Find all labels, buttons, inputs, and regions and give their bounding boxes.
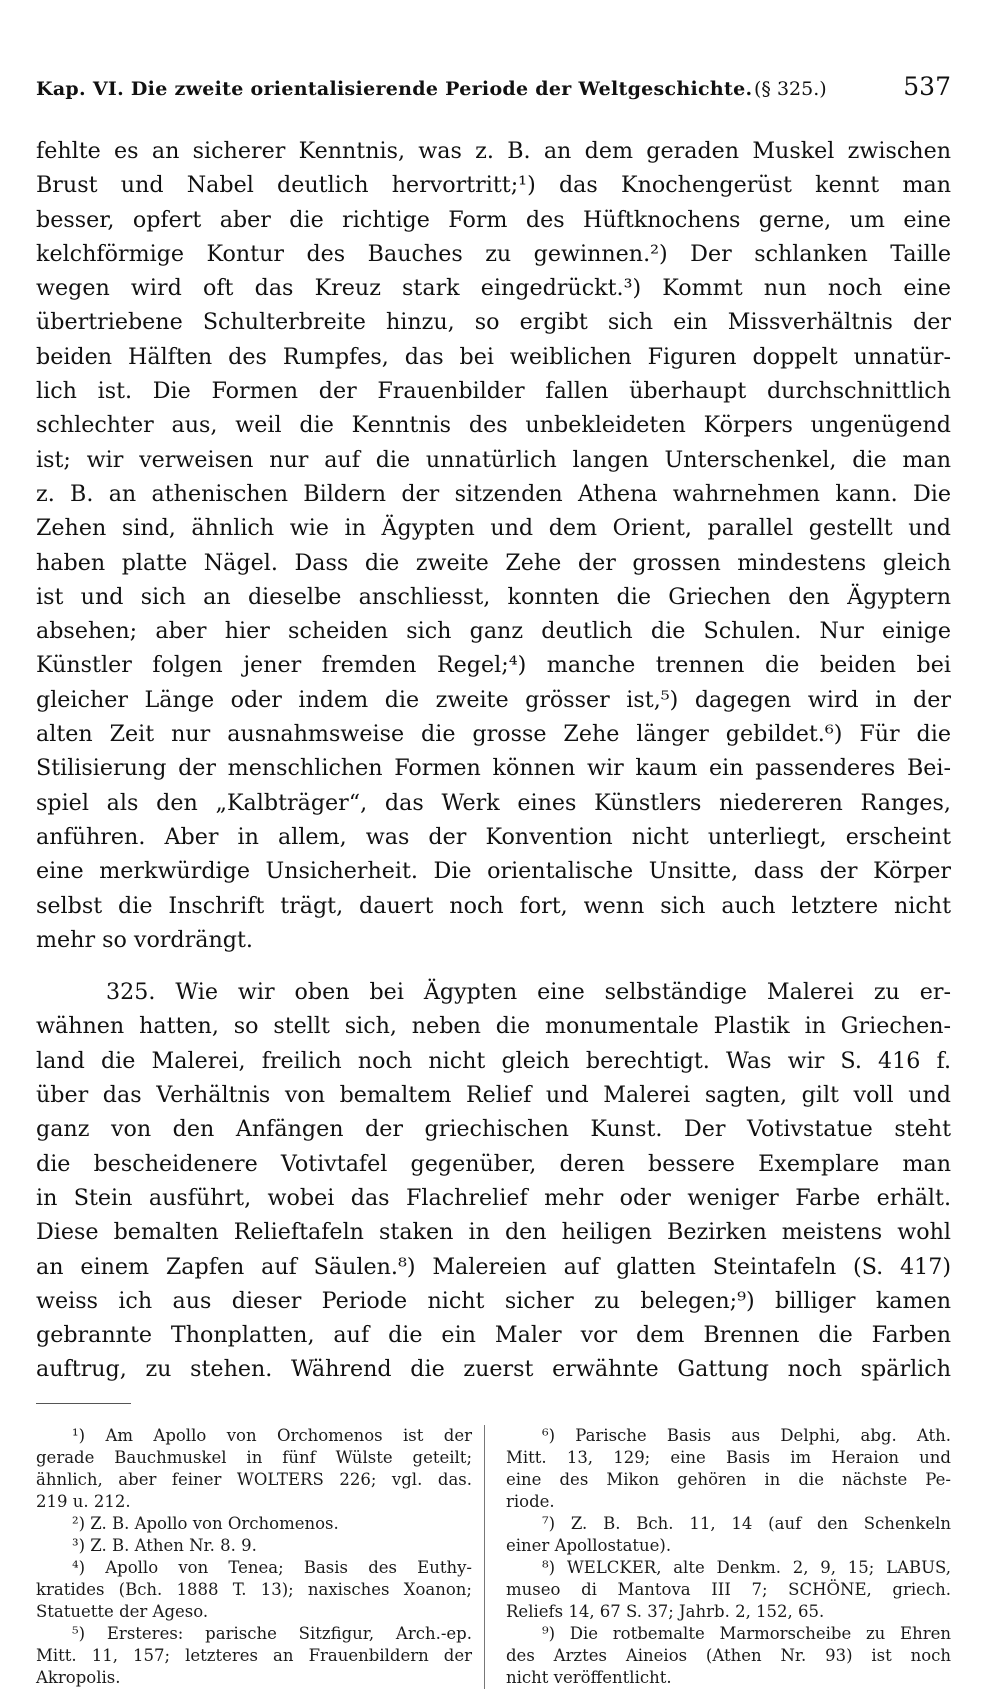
section-line: gebrannte Thonplatten, auf die ein Maler vor dem Brennen die Farben: [36, 1322, 951, 1349]
footnote-line: ⁶) Parische Basis aus Delphi, abg. Ath.: [542, 1426, 951, 1445]
section-line: 325. Wie wir oben bei Ägypten eine selbständige Malerei zu er-: [106, 979, 951, 1006]
text-line: mehr so vordrängt.: [36, 926, 253, 953]
section-line: land die Malerei, freilich noch nicht gleich berechtigt. Was wir S. 416 f.: [36, 1047, 951, 1074]
paragraph-gap: [36, 957, 951, 975]
footnote-line: ¹) Am Apollo von Orchomenos ist der: [72, 1426, 472, 1445]
text-line: Stilisierung der menschlichen Formen können wir kaum ein passenderes Bei-: [36, 755, 951, 782]
column-divider: [484, 1425, 485, 1689]
footnote-line: gerade Bauchmuskel in fünf Wülste geteilt;: [36, 1448, 472, 1467]
section-line: an einem Zapfen auf Säulen.⁸) Malereien auf glatten Steintafeln (S. 417): [36, 1253, 951, 1280]
running-header: [36, 72, 951, 112]
section-reference: (§ 325.): [754, 78, 827, 100]
footnote-line: riode.: [506, 1492, 555, 1511]
footnote-line: 219 u. 212.: [36, 1492, 131, 1511]
text-line: haben platte Nägel. Dass die zweite Zehe der grossen mindestens gleich: [36, 549, 951, 576]
text-line: Zehen sind, ähnlich wie in Ägypten und dem Orient, parallel gestellt und: [36, 515, 951, 542]
main-text: [36, 134, 951, 1387]
text-line: eine merkwürdige Unsicherheit. Die orientalische Unsitte, dass der Körper: [36, 858, 951, 885]
section-line: wähnen hatten, so stellt sich, neben die monumentale Plastik in Griechen-: [36, 1013, 951, 1040]
text-line: absehen; aber hier scheiden sich ganz deutlich die Schulen. Nur einige: [36, 618, 951, 645]
text-line: besser, opfert aber die richtige Form des Hüftknochens gerne, um eine: [36, 206, 951, 233]
text-line: kelchförmige Kontur des Bauches zu gewinnen.²) Der schlanken Taille: [36, 240, 951, 267]
text-line: anführen. Aber in allem, was der Konvention nicht unterliegt, erscheint: [36, 823, 951, 850]
footnote-line: ähnlich, aber feiner WOLTERS 226; vgl. das.: [36, 1470, 472, 1489]
footnote-line: ⁹) Die rotbemalte Marmorscheibe zu Ehren: [542, 1624, 951, 1643]
footnote-line: ³) Z. B. Athen Nr. 8. 9.: [72, 1536, 257, 1555]
text-line: Brust und Nabel deutlich hervortritt;¹) das Knochengerüst kennt man: [36, 172, 951, 199]
footnotes-left-column: [36, 1425, 472, 1689]
chapter-title: Kap. VI. Die zweite orientalisierende Periode der Weltgeschichte.: [36, 78, 753, 100]
footnote-line: ⁷) Z. B. Bch. 11, 14 (auf den Schenkeln: [542, 1514, 951, 1533]
text-line: schlechter aus, weil die Kenntnis des unbekleideten Körpers ungenügend: [36, 412, 951, 439]
text-line: übertriebene Schulterbreite hinzu, so ergibt sich ein Missverhältnis der: [36, 309, 951, 336]
text-line: Künstler folgen jener fremden Regel;⁴) manche trennen die beiden bei: [36, 652, 951, 679]
text-line: z. B. an athenischen Bildern der sitzenden Athena wahrnehmen kann. Die: [36, 480, 951, 507]
section-line: Diese bemalten Relieftafeln staken in den heiligen Bezirken meistens wohl: [36, 1219, 951, 1246]
footnote-line: ²) Z. B. Apollo von Orchomenos.: [72, 1514, 339, 1533]
footnote-line: Reliefs 14, 67 S. 37; Jahrb. 2, 152, 65.: [506, 1602, 825, 1621]
text-line: alten Zeit nur ausnahmsweise die grosse Zehe länger gebildet.⁶) Für die: [36, 721, 951, 748]
section-line: über das Verhältnis von bemaltem Relief und Malerei sagten, gilt voll und: [36, 1082, 951, 1109]
section-line: auftrug, zu stehen. Während die zuerst erwähnte Gattung noch spärlich: [36, 1356, 951, 1383]
footnote-line: Mitt. 11, 157; letzteres an Frauenbildern der: [36, 1646, 472, 1665]
footnote-line: eine des Mikon gehören in die nächste Pe-: [506, 1470, 951, 1489]
text-line: beiden Hälften des Rumpfes, das bei weiblichen Figuren doppelt unnatür-: [36, 343, 951, 370]
footnote-line: einer Apollostatue).: [506, 1536, 672, 1555]
text-line: gleicher Länge oder indem die zweite grösser ist,⁵) dagegen wird in der: [36, 686, 951, 713]
text-line: wegen wird oft das Kreuz stark eingedrückt.³) Kommt nun noch eine: [36, 275, 951, 302]
page-number: 537: [903, 72, 951, 101]
section-line: ganz von den Anfängen der griechischen Kunst. Der Votivstatue steht: [36, 1116, 951, 1143]
text-line: ist und sich an dieselbe anschliesst, konnten die Griechen den Ägyptern: [36, 583, 951, 610]
text-line: spiel als den „Kalbträger“, das Werk eines Künstlers niedereren Ranges,: [36, 789, 951, 816]
footnotes-right-column: [506, 1425, 951, 1689]
section-line: in Stein ausführt, wobei das Flachrelief mehr oder weniger Farbe erhält.: [36, 1184, 951, 1211]
footnote-line: des Arztes Aineios (Athen Nr. 93) ist noch: [506, 1646, 951, 1665]
footnote-line: museo di Mantova III 7; SCHÖNE, griech.: [506, 1580, 951, 1599]
footnote-line: ⁴) Apollo von Tenea; Basis des Euthy-: [72, 1558, 472, 1577]
text-line: selbst die Inschrift trägt, dauert noch fort, wenn sich auch letztere nicht: [36, 892, 951, 919]
footnote-line: Akropolis.: [36, 1668, 121, 1687]
section-line: weiss ich aus dieser Periode nicht sicher zu belegen;⁹) billiger kamen: [36, 1287, 951, 1314]
footnote-line: nicht veröffentlicht.: [506, 1668, 672, 1687]
footnote-line: ⁸) WELCKER, alte Denkm. 2, 9, 15; LABUS,: [542, 1558, 951, 1577]
text-line: lich ist. Die Formen der Frauenbilder fallen überhaupt durchschnittlich: [36, 378, 951, 405]
footnote-line: Mitt. 13, 129; eine Basis im Heraion und: [506, 1448, 951, 1467]
text-line: fehlte es an sicherer Kenntnis, was z. B. an dem geraden Muskel zwischen: [36, 138, 951, 164]
footnote-line: kratides (Bch. 1888 T. 13); naxisches Xoanon;: [36, 1580, 472, 1599]
footnote-rule: [36, 1403, 131, 1404]
footnote-line: Statuette der Ageso.: [36, 1602, 209, 1621]
footnote-line: ⁵) Ersteres: parische Sitzfigur, Arch.-ep.: [72, 1624, 472, 1643]
section-line: die bescheidenere Votivtafel gegenüber, deren bessere Exemplare man: [36, 1150, 951, 1177]
text-line: ist; wir verweisen nur auf die unnatürlich langen Unterschenkel, die man: [36, 446, 951, 473]
